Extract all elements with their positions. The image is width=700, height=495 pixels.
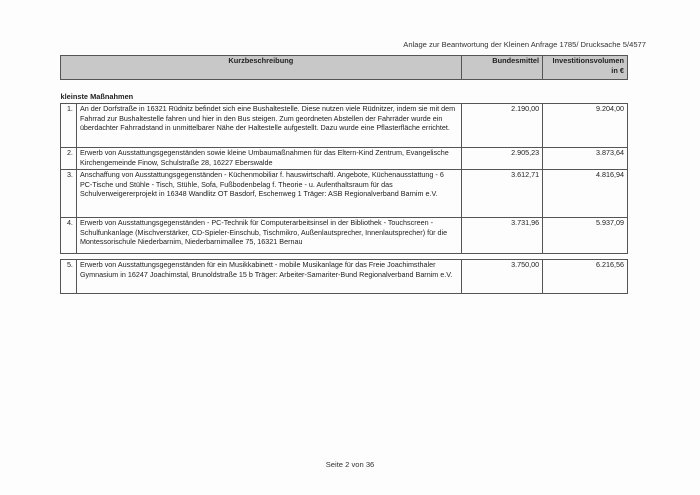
table-row [61,170,628,218]
row-investment: 4.816,94 [543,170,628,218]
row-description: Erwerb von Ausstattungsgegenständen - PC-Technik für Computerarbeitsinsel in der Bibliothek - Touchscreen - Schulfunkanlage (Mischverstärker, CD-Spieler-Einschub, Tischmikro, Außenlautsprecher, Innenlautsprecher) für die Montessorischule Niederbarnim, Niederbarnimallee 75, 16321 Bernau [76,218,461,254]
row-federal: 3.750,00 [461,260,542,294]
column-header-investment: Investitionsvolumen in € [543,56,628,80]
row-federal: 2.905,23 [461,148,542,170]
table-row [61,148,628,170]
table-row [61,260,628,294]
row-description: An der Dorfstraße in 16321 Rüdnitz befindet sich eine Bushaltestelle. Diese nutzen viele Rüdnitzer, indem sie mit dem Fahrrad zur Bushaltestelle fahren und hier in den Bus steigen. Zum geordneten Abstellen der Fahrräder wurde ein überdachter Fahrradstand in unmittelbarer Nähe der Haltestelle aufgestellt. Dazu wurde eine Pflasterfläche errichtet. [76,104,461,148]
row-investment: 3.873,64 [543,148,628,170]
row-investment: 6.216,56 [543,260,628,294]
row-number: 5. [61,260,77,294]
row-investment: 9.204,00 [543,104,628,148]
row-federal: 3.731,96 [461,218,542,254]
row-number: 2. [61,148,77,170]
row-federal: 2.190,00 [461,104,542,148]
column-header-federal: Bundesmittel [461,56,542,80]
row-number: 3. [61,170,77,218]
row-description: Anschaffung von Ausstattungsgegenständen - Küchenmobiliar f. hauswirtschaftl. Angebote, Küchenausstattung - 6 PC-Tische und Stühle - Tisch, Stühle, Sofa, Fußbodenbelag f. Theorie - u. Aufenthaltsraum für das Schulverweigererprojekt in 16348 Wandlitz OT Basdorf, Eschenweg 1 Träger: ASB Regionalverband Barnim e.V. [76,170,461,218]
table-header-row [61,56,628,80]
row-number: 4. [61,218,77,254]
column-header-description: Kurzbeschreibung [61,56,462,80]
row-federal: 3.612,71 [461,170,542,218]
measures-table [60,55,628,294]
row-investment: 5.937,09 [543,218,628,254]
category-label: kleinste Maßnahmen [60,92,134,101]
row-number: 1. [61,104,77,148]
category-row [61,92,628,104]
table-row [61,218,628,254]
document-reference: Anlage zur Beantwortung der Kleinen Anfrage 1785/ Drucksache 5/4577 [403,40,646,49]
row-description: Erwerb von Ausstattungsgegenständen für ein Musikkabinett - mobile Musikanlage für das Freie Joachimsthaler Gymnasium in 16247 Joachimstal, Brunoldstraße 15 b Träger: Arbeiter-Samariter-Bund Regionalverband Barnim e.V. [76,260,461,294]
row-description: Erwerb von Ausstattungsgegenständen sowie kleine Umbaumaßnahmen für das Eltern-Kind Zentrum, Evangelische Kirchengemeinde Finow, Schulstraße 28, 16227 Eberswalde [76,148,461,170]
table-row [61,104,628,148]
page-number: Seite 2 von 36 [325,460,375,469]
